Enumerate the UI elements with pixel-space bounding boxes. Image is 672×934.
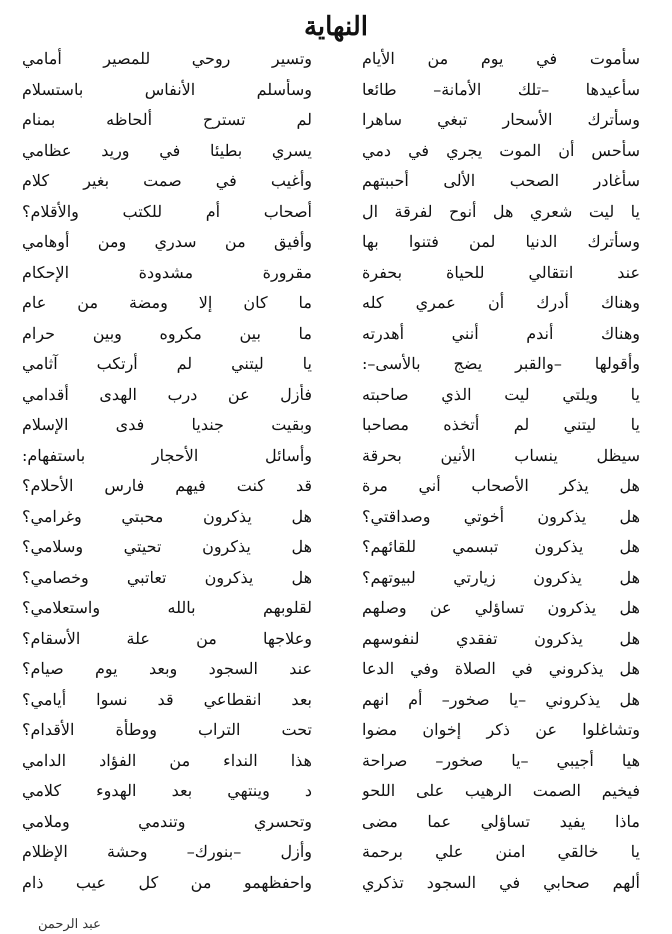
verse-second-hemistich: لقلوبهم بالله واستعلامي؟ [22,598,312,617]
verse-second-hemistich: وأسائل الأحجار باستفهام: [22,445,312,465]
verse-first-hemistich: وهناك أدرك أن عمري كله [362,293,640,312]
verse-first-hemistich: هل يذكر الأصحاب أني مرة [362,476,640,495]
verse-second-hemistich: وسأسلم الأنفاس باستسلام [22,79,312,99]
verse-second-hemistich: واحفظهمو من كل عيب ذام [22,872,312,892]
verse-row [0,654,672,685]
verse-row [0,319,672,350]
verse-first-hemistich: هل يذكرون تفقدي لنفوسهم [362,628,640,648]
verse-second-hemistich: فأزل عن درب الهدى أقدامي [22,384,312,404]
verse-row [0,868,672,899]
verse-first-hemistich: يا خالقي امنن علي برحمة [362,842,640,861]
verse-row [0,258,672,289]
verse-row [0,563,672,594]
poem-body [0,44,672,898]
verse-row [0,532,672,563]
verse-first-hemistich: هيا أجيبي –يا صخور– صراحة [362,750,640,770]
verse-second-hemistich: بعد انقطاعي قد نسوا أيامي؟ [22,689,312,709]
page-title: النهاية [303,12,369,42]
verse-row [0,685,672,716]
verse-first-hemistich: وهناك أندم أنني أهدرته [362,323,640,343]
verse-row [0,593,672,624]
verse-first-hemistich: سأموت في يوم من الأيام [362,49,640,68]
verse-first-hemistich: سأعيدها –تلك الأمانة– طائعا [362,79,640,99]
verse-second-hemistich: وتحسري وتندمي وملامي [22,811,312,831]
verse-row [0,380,672,411]
verse-second-hemistich: ما بين مكروه وبين حرام [22,323,312,343]
verse-first-hemistich: عند انتقالي للحياة بحفرة [362,262,640,282]
verse-row [0,746,672,777]
verse-row [0,166,672,197]
verse-first-hemistich: هل يذكروني –يا صخور– أم انهم [362,689,640,709]
verse-row [0,410,672,441]
verse-first-hemistich: وأقولها –والقبر يضج بالأسى–: [362,354,640,373]
verse-first-hemistich: هل يذكرون تساؤلي عن وصلهم [362,598,640,617]
verse-second-hemistich: وأغيب في صمت بغير كلام [22,171,312,190]
verse-second-hemistich: تحت التراب ووطأة الأقدام؟ [22,720,312,739]
verse-first-hemistich: سأغادر الصحب الألى أحببتهم [362,171,640,190]
verse-second-hemistich: وبقيت جنديا فدى الإسلام [22,415,312,434]
verse-second-hemistich: أصحاب أم للكتب والأقلام؟ [22,201,312,221]
verse-first-hemistich: ماذا يفيد تساؤلي عما مضى [362,811,640,831]
verse-row [0,807,672,838]
verse-row [0,624,672,655]
verse-first-hemistich: فيخيم الصمت الرهيب على اللحو [362,781,640,800]
verse-row [0,715,672,746]
verse-first-hemistich: هل يذكرون زيارتي لبيوتهم؟ [362,567,640,587]
verse-row [0,227,672,258]
verse-row [0,44,672,75]
verse-second-hemistich: هل يذكرون تعاتبي وخصامي؟ [22,567,312,587]
verse-second-hemistich: وأفيق من سدري ومن أوهامي [22,232,312,251]
verse-second-hemistich: هل يذكرون تحيتي وسلامي؟ [22,537,312,556]
verse-second-hemistich: ما كان إلا ومضة من عام [22,293,312,312]
verse-second-hemistich: يسري بطيئا في وريد عظامي [22,140,312,160]
verse-second-hemistich: عند السجود وبعد يوم صيام؟ [22,659,312,678]
verse-row [0,105,672,136]
verse-row [0,288,672,319]
verse-second-hemistich: وتسير روحي للمصير أمامي [22,49,312,68]
verse-row [0,776,672,807]
verse-row [0,441,672,472]
verse-second-hemistich: يا ليتني لم أرتكب آثامي [22,354,312,373]
verse-row [0,136,672,167]
verse-second-hemistich: هذا النداء من الفؤاد الدامي [22,750,312,770]
verse-second-hemistich: قد كنت فيهم فارس الأحلام؟ [22,476,312,495]
verse-second-hemistich: هل يذكرون محبتي وغرامي؟ [22,506,312,526]
verse-row [0,502,672,533]
verse-first-hemistich: سيظل ينساب الأنين بحرقة [362,445,640,465]
verse-second-hemistich: لم تسترح ألحاظه بمنام [22,110,312,129]
verse-row [0,75,672,106]
verse-first-hemistich: وتشاغلوا عن ذكر إخوان مضوا [362,720,640,739]
verse-first-hemistich: يا ويلتي ليت الذي صاحبته [362,384,640,404]
verse-first-hemistich: ألهم صحابي في السجود تذكري [362,872,640,892]
verse-second-hemistich: وعلاجها من علة الأسقام؟ [22,628,312,648]
verse-first-hemistich: سأحس أن الموت يجري في دمي [362,140,640,160]
verse-first-hemistich: هل يذكرون أخوتي وصداقتي؟ [362,506,640,526]
footer-signature: عبد الرحمن [38,917,101,932]
verse-first-hemistich: هل يذكروني في الصلاة وفي الدعا [362,659,640,678]
verse-row [0,837,672,868]
verse-row [0,349,672,380]
verse-second-hemistich: مقرورة مشدودة الإحكام [22,262,312,282]
verse-second-hemistich: د وينتهي بعد الهدوء كلامي [22,781,312,800]
verse-first-hemistich: هل يذكرون تبسمي للقائهم؟ [362,537,640,556]
verse-second-hemistich: وأزل –بنورك– وحشة الإظلام [22,842,312,861]
verse-first-hemistich: يا ليت شعري هل أنوح لفرقة ال [362,201,640,221]
verse-row [0,471,672,502]
verse-first-hemistich: وسأترك الأسحار تبغي ساهرا [362,110,640,129]
verse-first-hemistich: يا ليتني لم أتخذه مصاحبا [362,415,640,434]
verse-row [0,197,672,228]
verse-first-hemistich: وسأترك الدنيا لمن فتنوا بها [362,232,640,251]
